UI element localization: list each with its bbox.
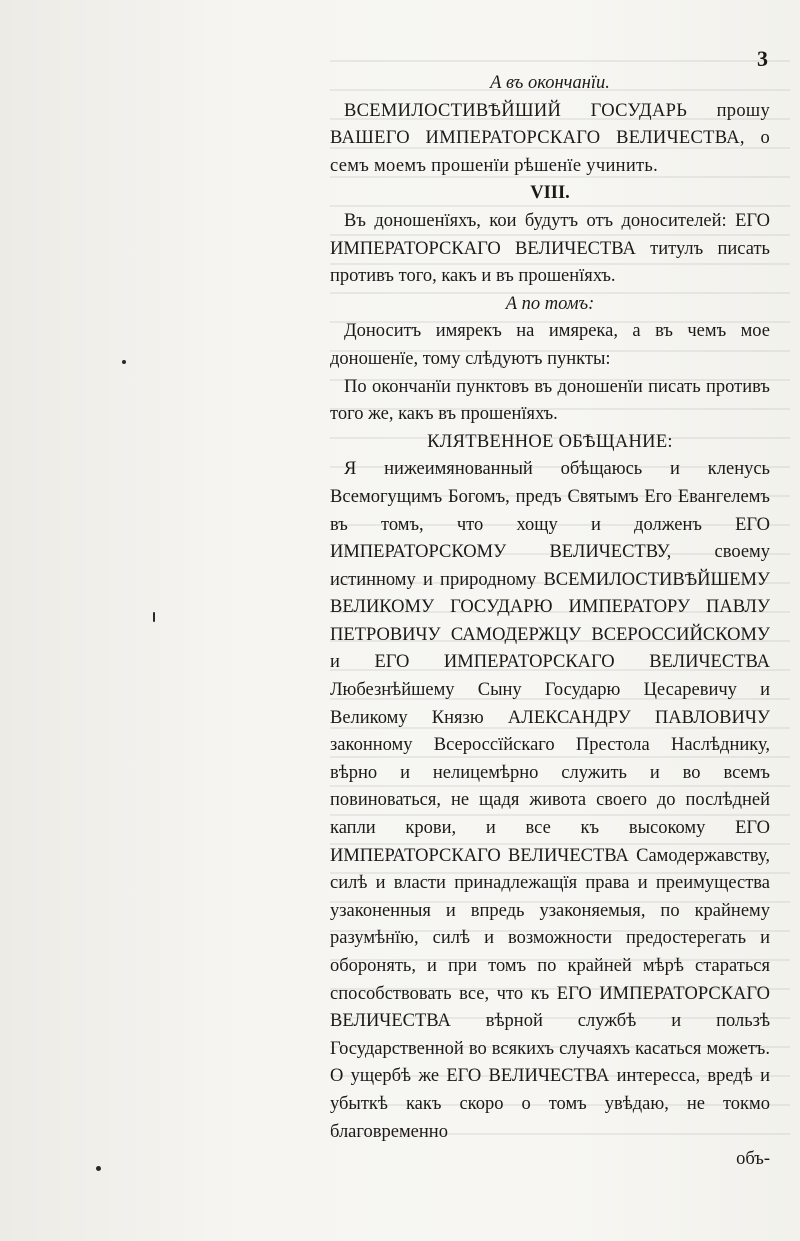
closing-paragraph: ВСЕМИЛОСТИВѢЙШИЙ ГОСУДАРЬ прошу ВАШЕГО ИМПЕРАТОРСКАГО ВЕЛИЧЕСТВА, о семъ моемъ прошенїи рѣшенїе учинить. (330, 100, 770, 176)
after-heading: А по томъ: (505, 293, 595, 314)
oath-heading: КЛЯТВЕННОЕ ОБѢЩАНИЕ: (427, 431, 673, 452)
page-number: 3 (757, 46, 768, 71)
paragraph-after-points: По окончанїи пунктовъ въ доношенїи писать противъ того же, какъ въ прошенїяхъ. (330, 376, 770, 425)
section-ending-heading: А въ окончанїи. (490, 73, 610, 93)
ink-speck (122, 360, 126, 364)
section-number: VIII. (530, 183, 570, 204)
paragraph-reports: Въ доношенїяхъ, кои будутъ отъ доносителей: ЕГО ИМПЕРАТОРСКАГО ВЕЛИЧЕСТВА титулъ писать противъ того, какъ и въ прошенїяхъ. (330, 210, 770, 287)
catchword: объ- (736, 1149, 770, 1170)
ink-speck (153, 612, 155, 622)
oath-text: Я нижеимянованный обѣщаюсь и кленусь Всемогущимъ Богомъ, предъ Святымъ Его Евангелемъ въ томъ, что хощу и долженъ ЕГО ИМПЕРАТОРСКОМУ ВЕЛИЧЕСТВУ, своему истинному и природному ВСЕМИЛОСТИВѢЙШЕМУ ВЕЛИКОМУ ГОСУДАРЮ ИМПЕРАТОРУ ПАВЛУ ПЕТРОВИЧУ САМОДЕРЖЦУ ВСЕРОССИЙСКОМУ и ЕГО ИМПЕРАТОРСКАГО ВЕЛИЧЕСТВА Любезнѣйшему Сыну Государю Цесаревичу и Великому Князю АЛЕКСАНДРУ ПАВЛОВИЧУ законному Всероссїйскаго Престола Наслѣднику, вѣрно и нелицемѣрно служить и во всемъ повиноваться, не щадя живота своего до послѣдней капли крови, и все къ высокому ЕГО ИМПЕРАТОРСКАГО ВЕЛИЧЕСТВА Самодержавству, силѣ и власти принадлежащїя права и преимущества узаконенныя и впредь узаконяемыя, по крайнему разумѣнїю, силѣ и возможности предостерегать и оборонять, и при томъ по крайней мѣрѣ стаpаться способствовать все, что къ ЕГО ИМПЕРАТОРСКАГО ВЕЛИЧЕСТВА вѣрной службѣ и пользѣ Государственной во всякихъ случаяхъ касаться можетъ. О ущербѣ же ЕГО ВЕЛИЧЕСТВА интересса, вредѣ и убыткѣ какъ скоро о томъ увѣдаю, не токмо благовременно (330, 459, 770, 1142)
paragraph-name: Доноситъ имярекъ на имярека, а въ чемъ мое доношенїе, тому слѣдуютъ пункты: (330, 321, 770, 369)
text-column (330, 70, 770, 1174)
ink-speck (96, 1166, 101, 1171)
